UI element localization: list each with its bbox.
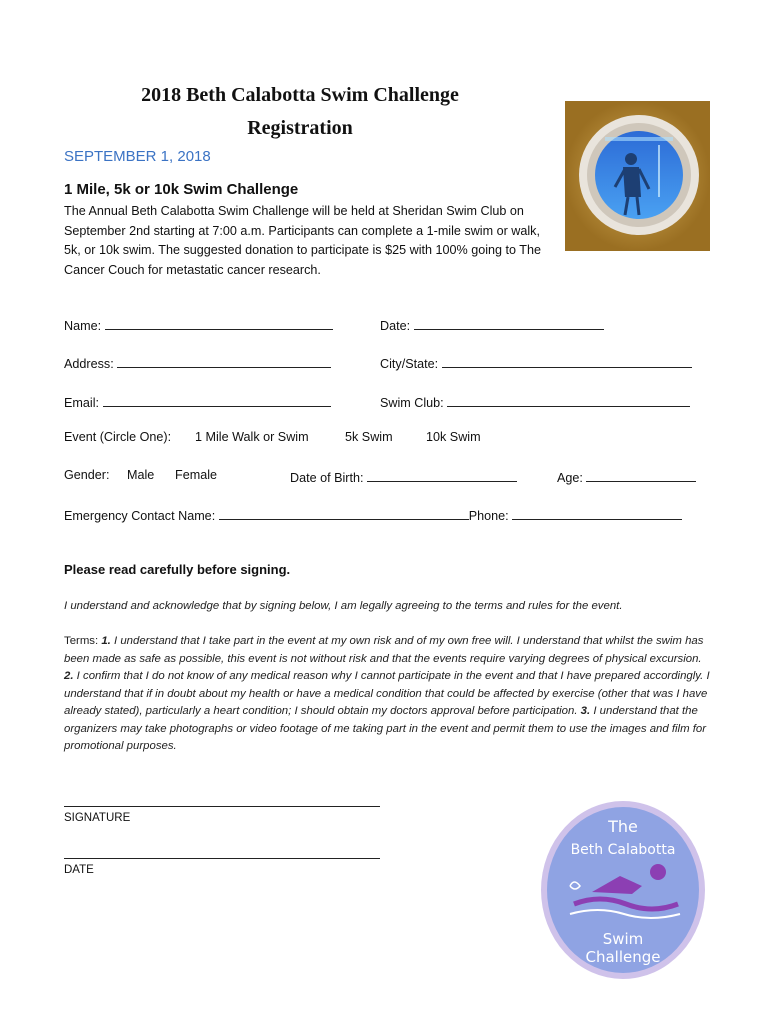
dob-label: Date of Birth: (290, 471, 364, 485)
logo-text-swim: Swim (602, 930, 644, 948)
logo-text-challenge: Challenge (585, 948, 661, 966)
intro-paragraph: The Annual Beth Calabotta Swim Challenge will be held at Sheridan Swim Club on September 2nd starting at 7:00 a.m. Participants can complete a 1-mile swim or walk, 5k, or 10k swim. The suggested donation to participate is $25 with 100% going to The Cancer Couch for metastatic cancer research. (64, 204, 541, 277)
date-signature-label: DATE (64, 864, 94, 876)
logo-text-the: The (608, 817, 638, 836)
event-option-1-mile[interactable]: 1 Mile Walk or Swim (195, 430, 309, 444)
gender-option-female[interactable]: Female (175, 468, 217, 482)
swim-club-field[interactable] (380, 393, 690, 410)
age-field[interactable] (557, 468, 696, 485)
event-option-5k[interactable]: 5k Swim (345, 430, 393, 444)
date-signature-line[interactable] (64, 858, 380, 859)
term-2: I confirm that I do not know of any medical reason why I cannot participate in the event and that I have prepared accordingly. I understand that if in doubt about my health or have a medical condition that could be affected by exercise (other that was I have already stated), particularly a heart condition; I should obtain my doctors approval before participation. (64, 670, 710, 717)
emergency-label: Emergency Contact Name: (64, 509, 216, 523)
name-blank[interactable] (105, 316, 333, 330)
emergency-blank[interactable] (219, 506, 469, 520)
address-field[interactable] (64, 354, 331, 371)
age-blank[interactable] (586, 468, 696, 482)
terms-prefix: Terms: (64, 635, 102, 647)
swim-club-label: Swim Club: (380, 396, 444, 410)
logo-text-name: Beth Calabotta (570, 842, 676, 858)
dob-field[interactable] (290, 468, 517, 485)
phone-blank[interactable] (512, 506, 682, 520)
page-subtitle-registration: Registration (247, 117, 353, 139)
swim-club-blank[interactable] (447, 393, 690, 407)
date-label: Date: (380, 319, 411, 333)
page-title: 2018 Beth Calabotta Swim Challenge (141, 84, 459, 106)
swim-challenge-logo (540, 800, 706, 980)
emergency-contact-field[interactable] (64, 506, 682, 523)
terms-text (64, 633, 710, 756)
gender-option-male[interactable]: Male (127, 468, 155, 482)
age-label: Age: (557, 471, 583, 485)
acknowledgement-text: I understand and acknowledge that by signing below, I am legally agreeing to the terms and rules for the event. (64, 600, 623, 612)
term-number-1: 1. (101, 635, 111, 647)
address-label: Address: (64, 357, 114, 371)
phone-label: Phone: (468, 509, 509, 523)
event-date: SEPTEMBER 1, 2018 (64, 148, 211, 165)
term-number-2: 2. (64, 670, 74, 682)
date-field[interactable] (380, 316, 604, 333)
event-label: Event (Circle One): (64, 430, 172, 444)
address-blank[interactable] (117, 354, 331, 368)
event-subtitle: 1 Mile, 5k or 10k Swim Challenge (64, 181, 299, 198)
signature-line[interactable] (64, 806, 380, 807)
event-option-10k[interactable]: 10k Swim (426, 430, 481, 444)
email-field[interactable] (64, 393, 331, 410)
email-label: Email: (64, 396, 99, 410)
term-number-3: 3. (580, 705, 591, 717)
dob-blank[interactable] (367, 468, 517, 482)
city-state-field[interactable] (380, 354, 692, 371)
waiver-heading: Please read carefully before signing. (64, 562, 291, 577)
signature-label: SIGNATURE (64, 812, 131, 824)
city-state-blank[interactable] (442, 354, 692, 368)
email-blank[interactable] (103, 393, 331, 407)
porthole-photo (565, 101, 710, 251)
date-blank[interactable] (414, 316, 604, 330)
term-3: I understand that the organizers may take photographs or video footage of me taking part in the event and permit them to use the images and film for promotional purposes. (64, 705, 707, 752)
city-state-label: City/State: (380, 357, 439, 371)
gender-label: Gender: (64, 468, 110, 482)
name-field[interactable] (64, 316, 333, 333)
name-label: Name: (64, 319, 102, 333)
term-1: I understand that I take part in the event at my own risk and of my own free will. I understand that whilst the swim has been made as safe as possible, this event is not without risk and that the events require varying degrees of physical excursion. (64, 635, 704, 665)
